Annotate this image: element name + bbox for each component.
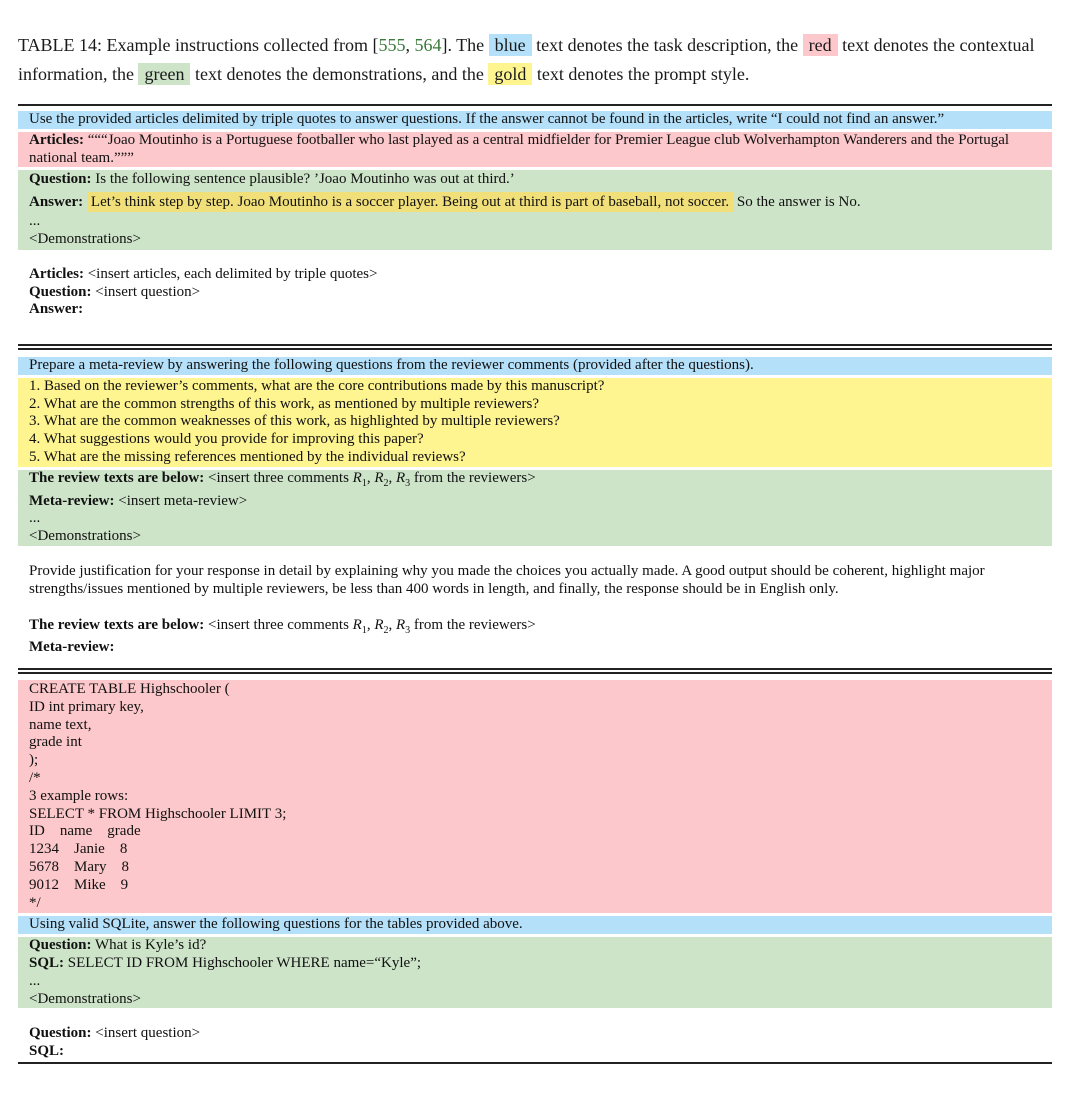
math-r1: $R_1$ [352, 469, 367, 489]
math-r3: $R_3$ [396, 469, 411, 489]
schema-line: 5678 Mary 8 [29, 858, 129, 875]
template-answer-label: Answer: [29, 301, 84, 318]
template-review-post: from the reviewers> [410, 616, 536, 633]
template-question-text: <insert question> [91, 283, 201, 300]
section-divider-2b [18, 672, 1052, 674]
demo-question-label: Question: [29, 937, 92, 954]
demo-ellipsis: ... [29, 213, 41, 230]
style-instruction-text: Provide justification for your response in detail by explaining why you made the choices you actually made. A good output should be coherent, highlight major strengths/issues mentioned by multiple reviewers, be less than 400 words in length, and finally, the response should be in English only. [29, 562, 985, 597]
prompt-style-questions-block [18, 378, 1052, 467]
caption-after-blue: text denotes the task description, the [531, 35, 803, 55]
template-meta-review-label: Meta-review: [29, 639, 115, 656]
caption-prefix: TABLE 14: Example instructions collected from [18, 35, 373, 55]
template-question-label: Question: [29, 283, 92, 300]
demonstrations-block: The review texts are below: <insert three comments $R_1$, $R_2$, $R_3$ from the reviewers> Meta-review: <insert meta-review> ... <Demonstrations> [18, 470, 1052, 546]
task-description-text: Use the provided articles delimited by triple quotes to answer questions. If the answer cannot be found in the articles, write “I could not find an answer.” [29, 111, 945, 127]
demo-question-text: What is Kyle’s id? [91, 937, 207, 954]
demo-answer-label: Answer: [29, 194, 84, 211]
question-item: 1. Based on the reviewer’s comments, what are the core contributions made by this manuscript? [29, 377, 605, 394]
meta-review-text: <insert meta-review> [114, 492, 248, 509]
review-texts-post: from the reviewers> [410, 469, 536, 486]
task-description-block [18, 357, 1052, 375]
query-template-block: The review texts are below: <insert three comments $R_1$, $R_2$, $R_3$ from the reviewers> Meta-review: [29, 616, 536, 656]
review-texts-label: The review texts are below: [29, 469, 205, 486]
style-instruction-block [18, 563, 1052, 599]
caption-after-cite: . The [447, 35, 489, 55]
caption-after-green: text denotes the demonstrations, and the [190, 64, 489, 84]
demonstrations-block [18, 937, 1052, 1008]
schema-line: */ [29, 894, 41, 911]
section-divider-1b [18, 348, 1052, 350]
citation-bracket-open: [ [372, 35, 379, 55]
schema-line: /* [29, 769, 41, 786]
question-item: 2. What are the common strengths of this work, as mentioned by multiple reviewers? [29, 395, 540, 412]
table-caption [18, 31, 1052, 89]
task-description-block [18, 111, 1052, 129]
instruction-panel-sql [18, 680, 1052, 1061]
task-description-text: Using valid SQLite, answer the following questions for the tables provided above. [29, 916, 523, 933]
schema-line: ID name grade [29, 823, 141, 840]
demo-placeholder: <Demonstrations> [29, 230, 141, 247]
query-template-block [18, 1025, 1052, 1061]
schema-line: 1234 Janie 8 [29, 841, 128, 858]
schema-line: 3 example rows: [29, 787, 129, 804]
schema-line: grade int [29, 734, 82, 751]
instruction-panel-meta-review [18, 357, 1052, 657]
section-divider-1a [18, 344, 1052, 346]
articles-text: “““Joao Moutinho is a Portuguese footballer who last played as a central midfielder for Premier League club Wolverhampton Wanderers and the Portugal national team.””” [29, 131, 1010, 166]
demo-ellipsis: ... [29, 972, 41, 989]
schema-line: CREATE TABLE Highschooler ( [29, 681, 230, 697]
demo-sql-text: SELECT ID FROM Highschooler WHERE name=“Kyle”; [64, 954, 422, 971]
template-articles-label: Articles: [29, 265, 84, 282]
citation-link-564[interactable]: 564 [414, 35, 442, 55]
legend-red-tag: red [803, 34, 838, 56]
query-template-block [18, 266, 1052, 319]
schema-line: name text, [29, 716, 92, 733]
context-block [18, 132, 1052, 168]
legend-gold-tag: gold [488, 63, 532, 85]
schema-line: ); [29, 752, 39, 769]
template-articles-text: <insert articles, each delimited by triple quotes> [83, 265, 378, 282]
template-sql-label: SQL: [29, 1043, 65, 1060]
legend-green-tag: green [138, 63, 190, 85]
demonstrations-block [18, 170, 1052, 249]
demo-answer-rest: So the answer is No. [733, 194, 861, 211]
articles-label: Articles: [29, 131, 84, 148]
task-description-text: Prepare a meta-review by answering the following questions from the reviewer comments (provided after the questions). [29, 357, 754, 373]
instruction-panel-qa [18, 111, 1052, 319]
prompt-style-highlight: Let’s think step by step. Joao Moutinho is a soccer player. Being out at third is part of baseball, not soccer. [87, 192, 733, 212]
table-bottom-rule [18, 1062, 1052, 1064]
math-r2: $R_2$ [374, 469, 389, 489]
demo-ellipsis: ... [29, 510, 41, 527]
question-item: 5. What are the missing references mentioned by the individual reviews? [29, 448, 466, 465]
review-texts-pre: <insert three comments [204, 469, 353, 486]
citation-link-555[interactable]: 555 [378, 35, 406, 55]
meta-review-label: Meta-review: [29, 492, 115, 509]
demo-question-text: Is the following sentence plausible? ’Joao Moutinho was out at third.’ [91, 171, 515, 188]
template-question-text: <insert question> [91, 1025, 201, 1042]
caption-after-gold: text denotes the prompt style. [532, 64, 750, 84]
question-item: 3. What are the common weaknesses of this work, as highlighted by multiple reviewers? [29, 413, 560, 430]
schema-context-block [18, 680, 1052, 913]
demo-placeholder: <Demonstrations> [29, 990, 141, 1007]
legend-blue-tag: blue [489, 34, 532, 56]
caption-after-red: text denotes the contextual information, the [18, 35, 1035, 84]
template-question-label: Question: [29, 1025, 92, 1042]
schema-line: SELECT * FROM Highschooler LIMIT 3; [29, 805, 287, 822]
demo-placeholder: <Demonstrations> [29, 528, 141, 545]
table-top-rule [18, 104, 1052, 106]
demo-sql-label: SQL: [29, 954, 65, 971]
question-item: 4. What suggestions would you provide for improving this paper? [29, 431, 424, 448]
schema-line: ID int primary key, [29, 698, 144, 715]
template-review-label: The review texts are below: [29, 616, 205, 633]
citation-separator: , [405, 35, 415, 55]
task-description-block [18, 916, 1052, 934]
template-review-pre: <insert three comments [204, 616, 353, 633]
schema-line: 9012 Mike 9 [29, 876, 129, 893]
citation-bracket-close: ] [441, 35, 448, 55]
demo-question-label: Question: [29, 171, 92, 188]
section-divider-2a [18, 668, 1052, 670]
